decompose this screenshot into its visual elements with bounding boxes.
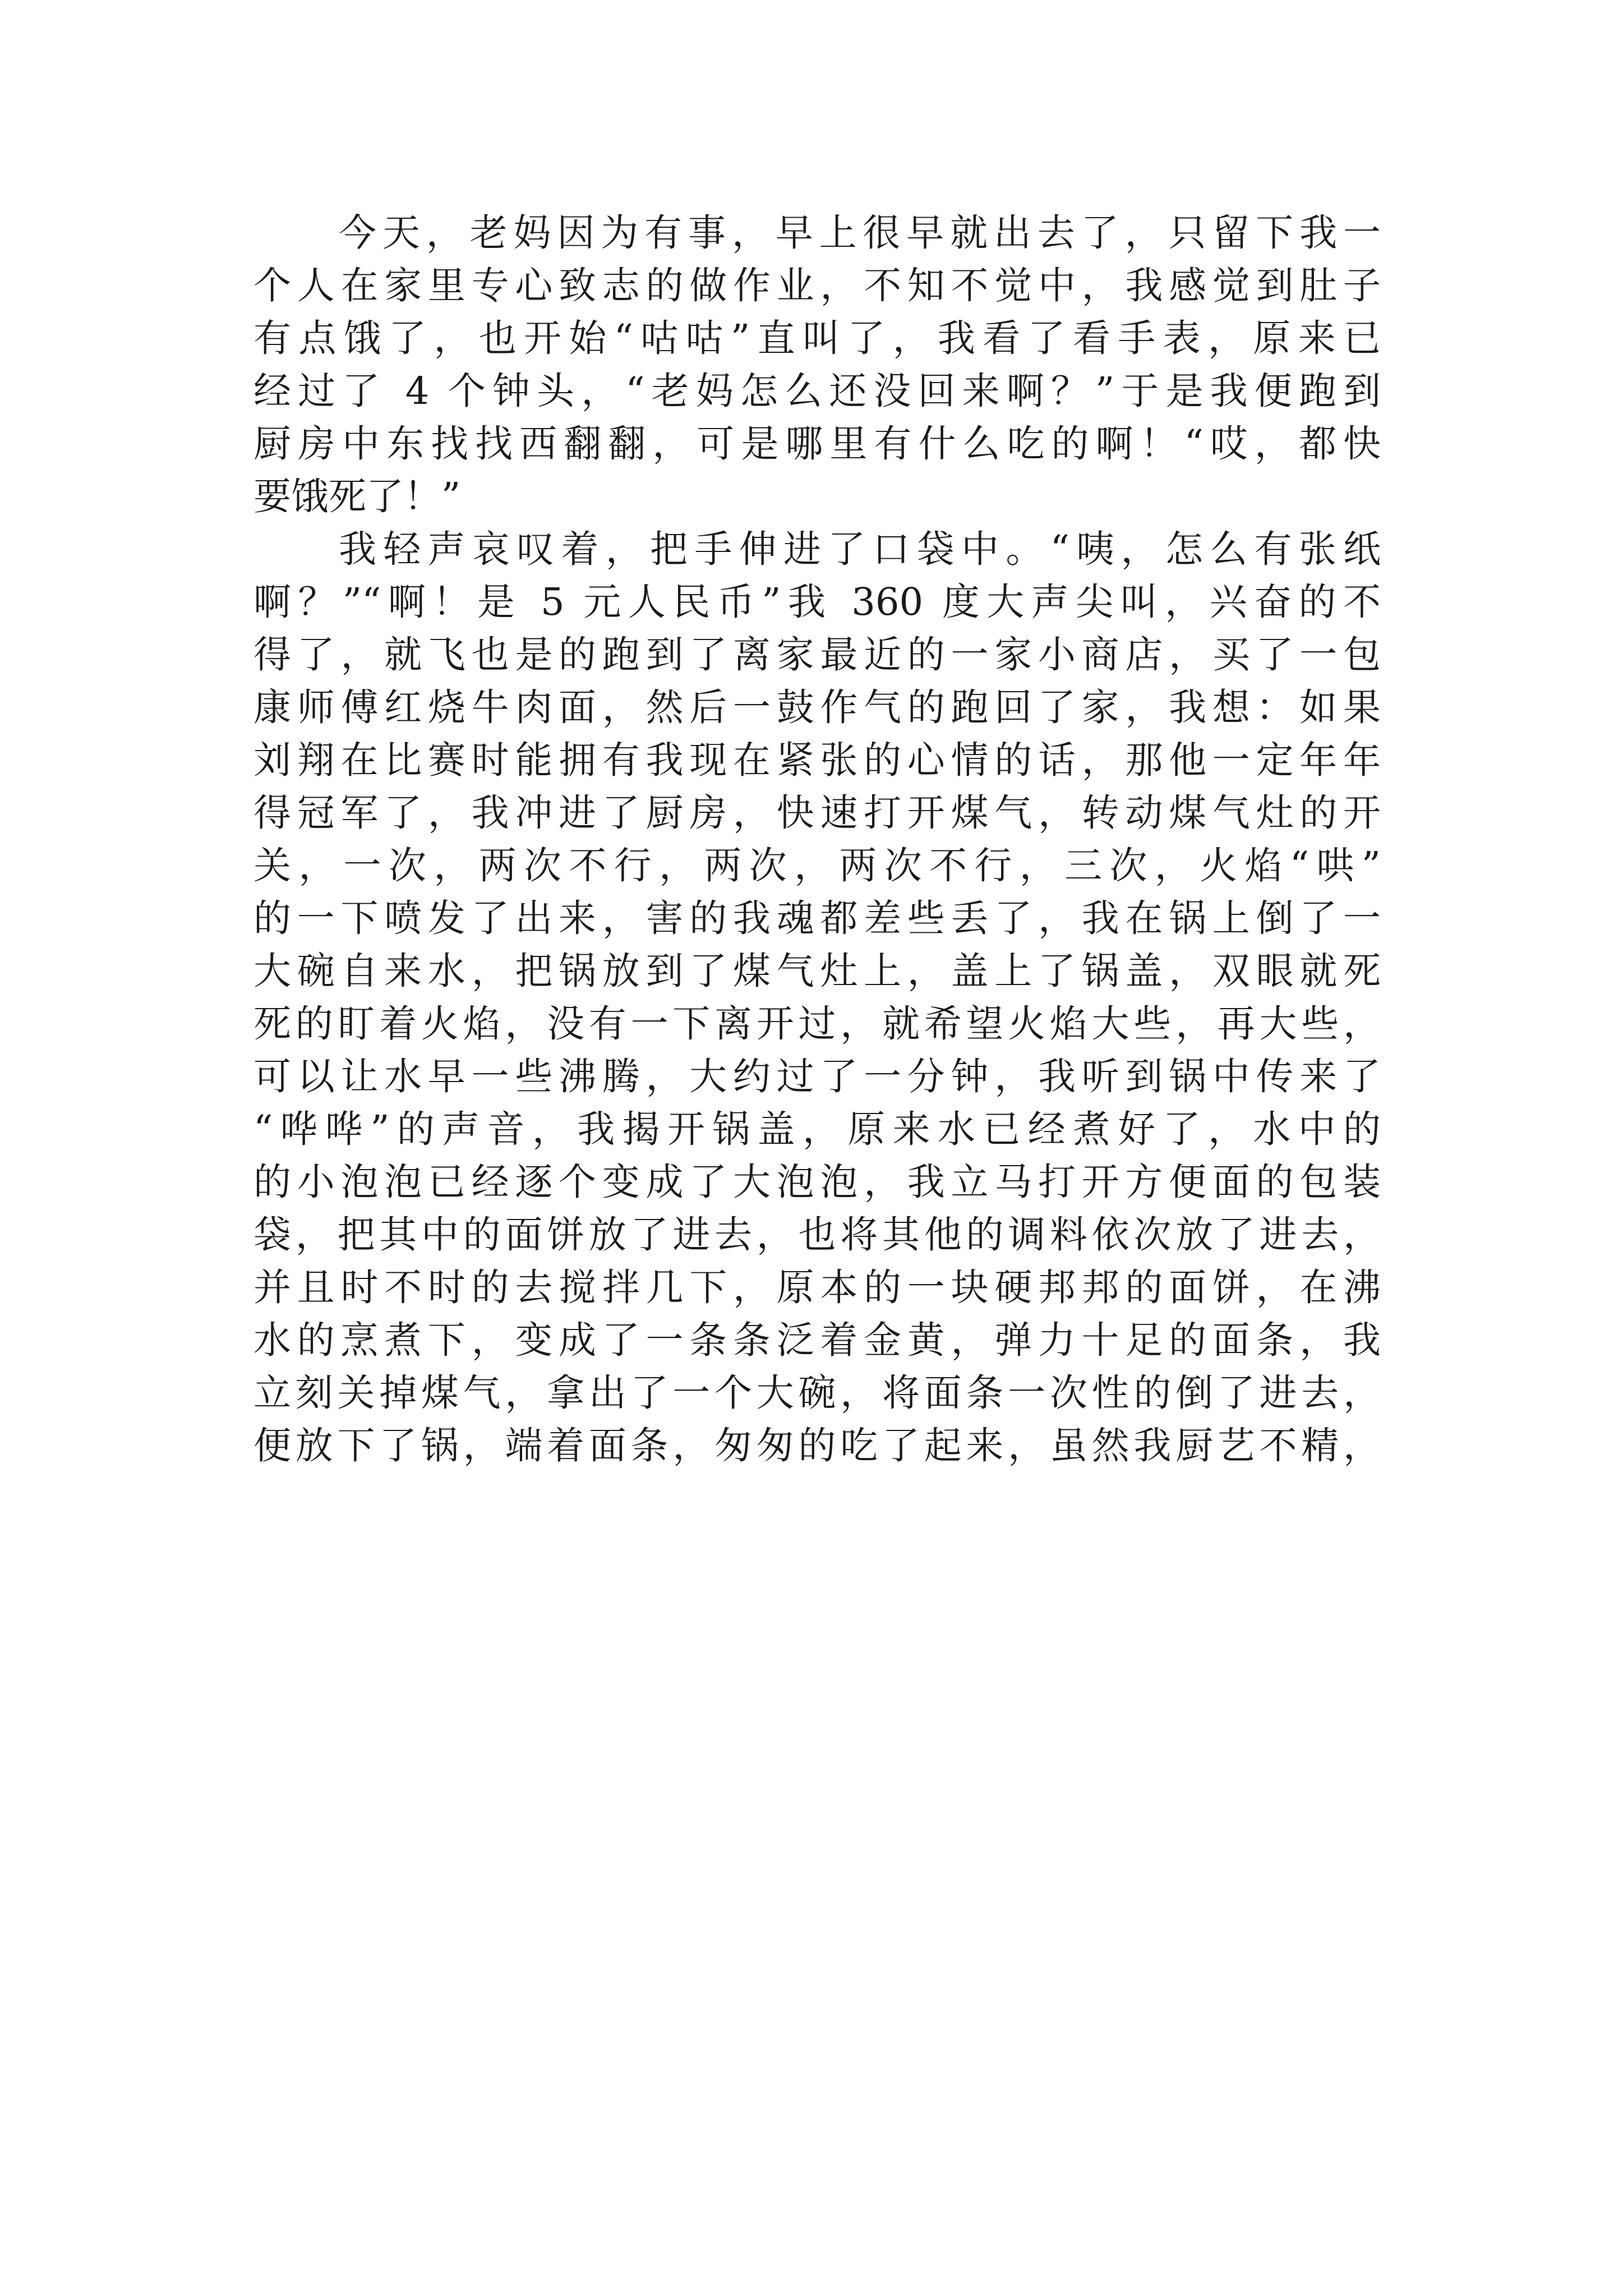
paragraph-1-line-1: 今天，老妈因为有事，早上很早就出去了，只留下我一	[339, 211, 1381, 255]
paragraph-2-line-13: 的小泡泡已经逐个变成了大泡泡，我立马打开方便面的包装	[253, 1160, 1381, 1204]
paragraph-1-line-2: 个人在家里专心致志的做作业，不知不觉中，我感觉到肚子	[253, 264, 1381, 307]
paragraph-2-line-10: 死的盯着火焰，没有一下离开过，就希望火焰大些，再大些，	[253, 1002, 1381, 1046]
paragraph-2-line-7: 关，一次，两次不行，两次，两次不行，三次，火焰“哄”	[253, 844, 1381, 887]
paragraph-2-line-11: 可以让水早一些沸腾，大约过了一分钟，我听到锅中传来了	[253, 1055, 1381, 1098]
paragraph-2-line-9: 大碗自来水，把锅放到了煤气灶上，盖上了锅盖，双眼就死	[253, 949, 1381, 993]
paragraph-1-line-4: 经过了 4 个钟头，“老妈怎么还没回来啊？”于是我便跑到	[253, 369, 1381, 413]
paragraph-1-line-5: 厨房中东找找西翻翻，可是哪里有什么吃的啊！“哎，都快	[253, 422, 1381, 466]
paragraph-2-line-2: 啊？”“啊！是 5 元人民币”我 360 度大声尖叫，兴奋的不	[253, 580, 1381, 624]
paragraph-2-line-8: 的一下喷发了出来，害的我魂都差些丢了，我在锅上倒了一	[253, 896, 1381, 940]
body-text	[253, 206, 1381, 1472]
paragraph-1-line-6: 要饿死了！”	[253, 475, 461, 518]
paragraph-2-line-3: 得了，就飞也是的跑到了离家最近的一家小商店，买了一包	[253, 633, 1381, 677]
paragraph-2-line-1: 我轻声哀叹着，把手伸进了口袋中。“咦，怎么有张纸	[339, 527, 1381, 571]
paragraph-1-line-3: 有点饿了，也开始“咕咕”直叫了，我看了看手表，原来已	[253, 316, 1381, 360]
paragraph-2-line-14: 袋，把其中的面饼放了进去，也将其他的调料依次放了进去，	[253, 1213, 1381, 1257]
paragraph-2-line-4: 康师傅红烧牛肉面，然后一鼓作气的跑回了家，我想：如果	[253, 685, 1381, 729]
paragraph-2-line-12: “哗哗”的声音，我揭开锅盖，原来水已经煮好了，水中的	[253, 1107, 1381, 1151]
paragraph-2-line-16: 水的烹煮下，变成了一条条泛着金黄，弹力十足的面条，我	[253, 1318, 1381, 1362]
paragraph-2-line-18: 便放下了锅，端着面条，匆匆的吃了起来，虽然我厨艺不精，	[253, 1424, 1381, 1467]
paragraph-2-line-15: 并且时不时的去搅拌几下，原本的一块硬邦邦的面饼，在沸	[253, 1266, 1381, 1309]
paragraph-2-line-5: 刘翔在比赛时能拥有我现在紧张的心情的话，那他一定年年	[253, 738, 1381, 782]
paragraph-2-line-6: 得冠军了，我冲进了厨房，快速打开煤气，转动煤气灶的开	[253, 791, 1381, 835]
paragraph-2-line-17: 立刻关掉煤气，拿出了一个大碗，将面条一次性的倒了进去，	[253, 1371, 1381, 1415]
